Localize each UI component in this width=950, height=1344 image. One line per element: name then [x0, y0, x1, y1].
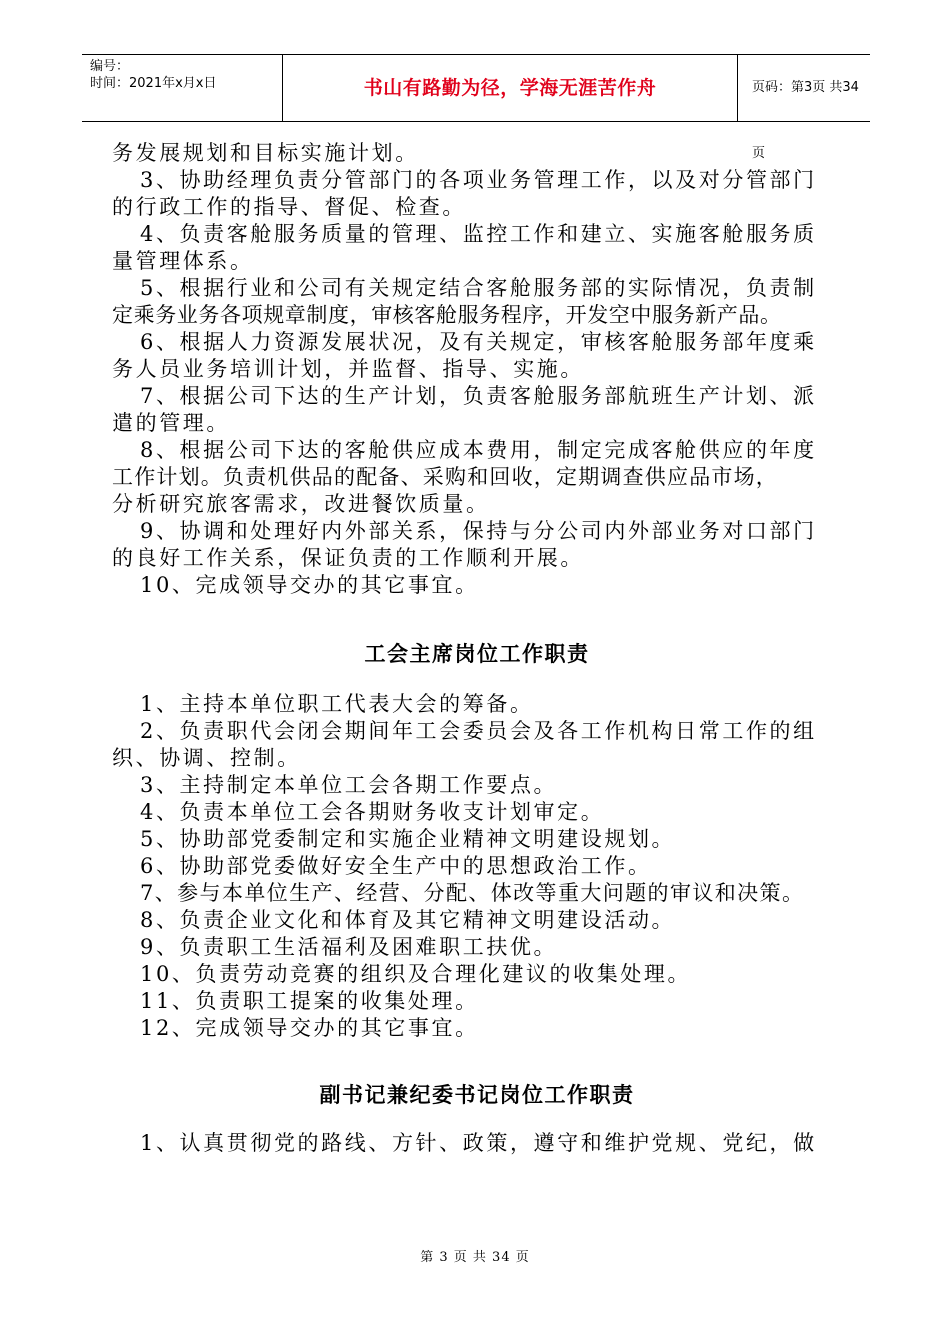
paragraph-line: 1、主持本单位职工代表大会的筹备。: [140, 692, 534, 716]
paragraph-line: 10、负责劳动竞赛的组织及合理化建议的收集处理。: [140, 962, 692, 986]
header-page-number: 页码：第3页 共34页: [752, 80, 859, 161]
paragraph-line: 9、协调和处理好内外部关系，保持与分公司内外部业务对口部门: [140, 519, 817, 543]
paragraph-line: 6、根据人力资源发展状况，及有关规定，审核客舱服务部年度乘: [140, 330, 817, 354]
paragraph-line: 2、负责职代会闭会期间年工会委员会及各工作机构日常工作的组: [140, 719, 817, 743]
paragraph-line: 6、协助部党委做好安全生产中的思想政治工作。: [140, 854, 652, 878]
paragraph-line: 遣的管理。: [112, 411, 230, 435]
paragraph-line: 1、认真贯彻党的路线、方针、政策，遵守和维护党规、党纪，做: [140, 1131, 817, 1155]
paragraph-line: 工作计划。负责机供品的配备、采购和回收，定期调查供应品市场，: [112, 465, 778, 489]
paragraph-line: 5、根据行业和公司有关规定结合客舱服务部的实际情况，负责制: [140, 276, 817, 300]
paragraph-line: 10、完成领导交办的其它事宜。: [140, 573, 479, 597]
paragraph-line: 3、协助经理负责分管部门的各项业务管理工作，以及对分管部门: [140, 168, 817, 192]
page-footer: 第 3 页 共 34 页: [420, 1250, 530, 1265]
paragraph-line: 11、负责职工提案的收集处理。: [140, 989, 479, 1013]
paragraph-line: 8、根据公司下达的客舱供应成本费用，制定完成客舱供应的年度: [140, 438, 817, 462]
header-meta: [82, 55, 282, 121]
paragraph-line: 定乘务业务各项规章制度，审核客舱服务程序，开发空中服务新产品。: [112, 303, 782, 327]
paragraph-line: 分析研究旅客需求，改进餐饮质量。: [112, 492, 490, 516]
section-heading: 副书记兼纪委书记岗位工作职责: [319, 1083, 635, 1107]
paragraph-line: 7、参与本单位生产、经营、分配、体改等重大问题的审议和决策。: [140, 881, 805, 905]
paragraph-line: 织、协调、控制。: [112, 746, 301, 770]
paragraph-line: 8、负责企业文化和体育及其它精神文明建设活动。: [140, 908, 676, 932]
document-number-label: 编号：: [90, 59, 130, 74]
section-heading: 工会主席岗位工作职责: [364, 642, 590, 666]
paragraph-line: 量管理体系。: [112, 249, 254, 273]
paragraph-line: 7、根据公司下达的生产计划，负责客舱服务部航班生产计划、派: [140, 384, 817, 408]
paragraph-line: 4、负责本单位工会各期财务收支计划审定。: [140, 800, 605, 824]
paragraph-line: 的行政工作的指导、督促、检查。: [112, 195, 466, 219]
header-motto: 书山有路勤为径，学海无涯苦作舟: [282, 55, 738, 121]
paragraph-line: 4、负责客舱服务质量的管理、监控工作和建立、实施客舱服务质: [140, 222, 817, 246]
paragraph-line: 务发展规划和目标实施计划。: [112, 141, 419, 165]
paragraph-line: 3、主持制定本单位工会各期工作要点。: [140, 773, 558, 797]
paragraph-line: 9、负责职工生活福利及困难职工扶优。: [140, 935, 558, 959]
document-time-label: 时间：2021年x月x日: [90, 76, 217, 91]
paragraph-line: 务人员业务培训计划，并监督、指导、实施。: [112, 357, 584, 381]
paragraph-line: 12、完成领导交办的其它事宜。: [140, 1016, 479, 1040]
paragraph-line: 5、协助部党委制定和实施企业精神文明建设规划。: [140, 827, 676, 851]
paragraph-line: 的良好工作关系，保证负责的工作顺利开展。: [112, 546, 584, 570]
document-body: [112, 140, 842, 1157]
